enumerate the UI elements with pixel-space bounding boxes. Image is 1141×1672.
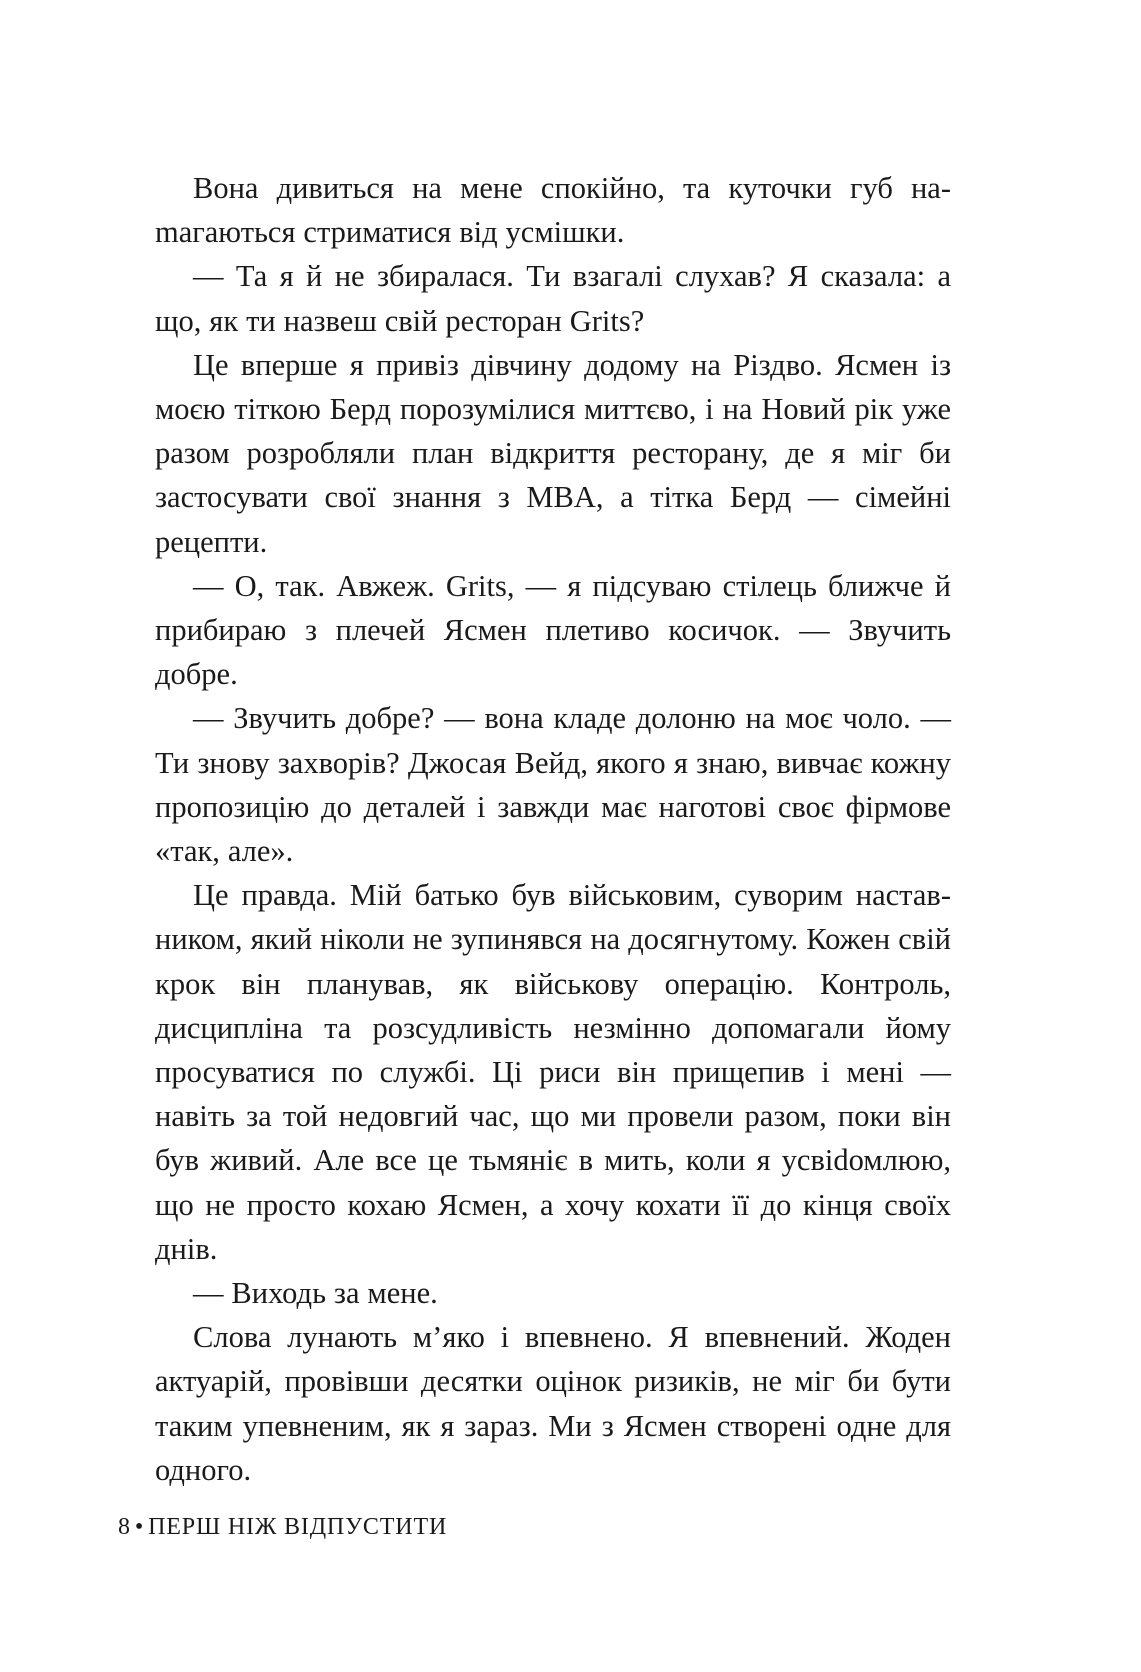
paragraph: — О, так. Авжеж. Grits, — я підсуваю стілець ближче й прибираю з плечей Ясмен плетиво косичок. — Звучить добре.: [155, 568, 951, 692]
paragraph: Це вперше я привіз дівчину додому на Різдво. Ясмен із моєю тіткою Берд порозумілися миттєво, і на Новий рік уже разом розробляли план відкриття ресторану, де я міг би застосувати свої знання з MBA, а тітка Берд — сімейні рецепти.: [155, 347, 951, 559]
page-footer: [118, 1512, 1018, 1542]
paragraph: — Звучить добре? — вона кладе долоню на моє чоло. — Ти знову захворів? Джосая Вейд, якого я знаю, вивчає кожну пропозицію до деталей і завжди має наготові своє фірмове «так, але».: [155, 701, 951, 869]
footer-separator-bullet: •: [134, 1514, 145, 1540]
paragraph: Слова лунають м’яко і впевнено. Я впевнений. Жоден актуарій, провівши десятки оцінок ризиків, не міг би бути таким упевненим, як я зараз. Ми з Ясмен створені одне для одного.: [155, 1320, 951, 1487]
paragraph: — Та я й не збиралася. Ти взагалі слухав? Я сказала: а що, як ти назвеш свій ресторан Grits?: [155, 259, 951, 338]
paragraph: — Виходь за мене.: [193, 1276, 438, 1311]
footer-running-head: [118, 1512, 1018, 1542]
paragraph: Вона дивиться на мене спокійно, та куточки губ наmагаються стриматися від усмішки.: [155, 171, 951, 250]
book-running-title: ПЕРШ НІЖ ВІДПУСТИТИ: [148, 1514, 448, 1540]
page-number: 8: [118, 1514, 131, 1540]
paragraph: Це правда. Мій батько був військовим, суворим наставником, який ніколи не зупинявся на досягнутому. Кожен свій крок він планував, як військову операцію. Контроль, дисципліна та розсудливість незмінно допомагали йому просуватися по службі. Ці риси він прищепив і мені — навіть за той недовгий час, що ми провели разом, поки він був живий. Але все це тьмяніє в мить, коли я усвіdомлюю, що не просто кохаю Ясмен, а хочу кохати її до кінця своїх днів.: [155, 878, 951, 1266]
page-text-block: [155, 166, 951, 1492]
